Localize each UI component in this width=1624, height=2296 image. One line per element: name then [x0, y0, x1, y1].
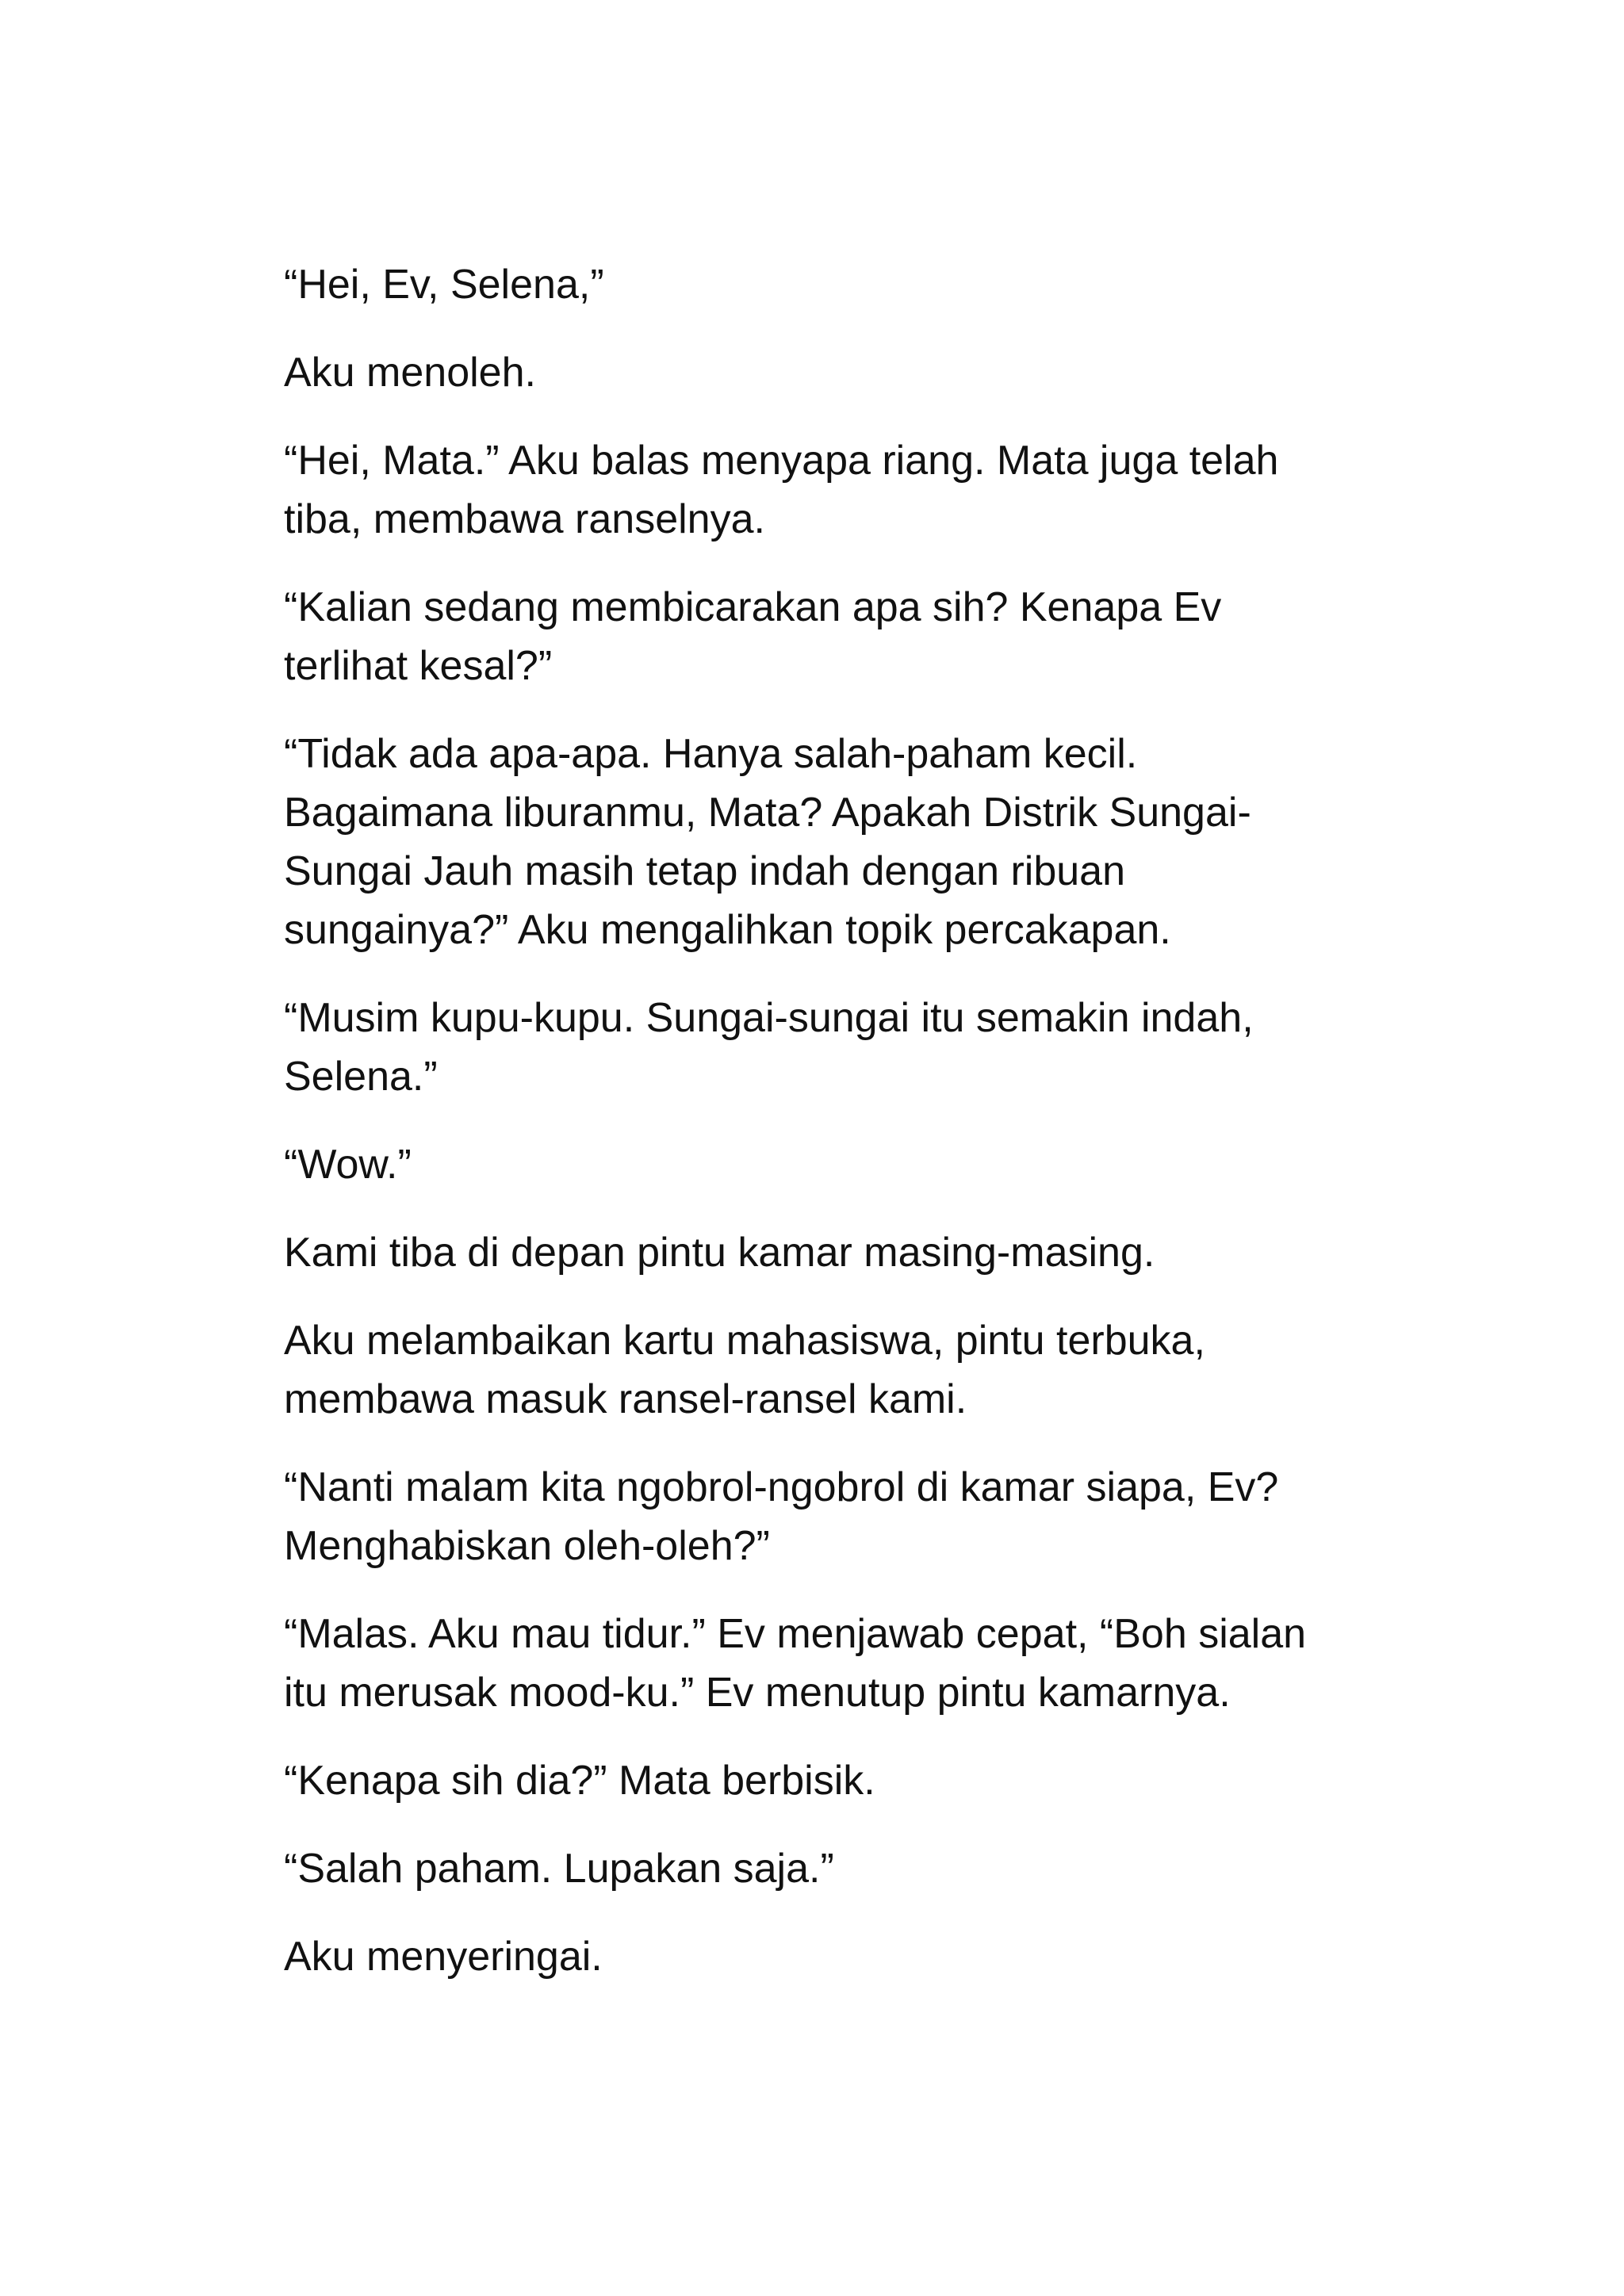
- paragraph: “Malas. Aku mau tidur.” Ev menjawab cepat, “Boh sialan itu merusak mood-ku.” Ev menutup pintu kamarnya.: [284, 1611, 1307, 1716]
- paragraph: Aku menyeringai.: [284, 1934, 603, 1980]
- paragraph: “Wow.”: [284, 1142, 412, 1188]
- paragraph: “Tidak ada apa-apa. Hanya salah-paham kecil. Bagaimana liburanmu, Mata? Apakah Distrik Sungai- Sungai Jauh masih tetap indah dengan ribuan sungainya?” Aku mengalihkan topik percakapan.: [284, 731, 1251, 953]
- paragraph: Aku menoleh.: [284, 350, 536, 396]
- document-body: [284, 255, 1362, 2015]
- paragraph: “Salah paham. Lupakan saja.”: [284, 1846, 834, 1892]
- paragraph: “Hei, Ev, Selena,”: [284, 262, 604, 308]
- paragraph: Kami tiba di depan pintu kamar masing-masing.: [284, 1230, 1155, 1276]
- paragraph: “Nanti malam kita ngobrol-ngobrol di kamar siapa, Ev? Menghabiskan oleh-oleh?”: [284, 1464, 1279, 1569]
- paragraph: “Kenapa sih dia?” Mata berbisik.: [284, 1758, 875, 1804]
- paragraph: “Musim kupu-kupu. Sungai-sungai itu semakin indah, Selena.”: [284, 995, 1254, 1100]
- paragraph: Aku melambaikan kartu mahasiswa, pintu terbuka, membawa masuk ransel-ransel kami.: [284, 1318, 1205, 1422]
- paragraph: “Hei, Mata.” Aku balas menyapa riang. Mata juga telah tiba, membawa ranselnya.: [284, 438, 1279, 542]
- paragraph: “Kalian sedang membicarakan apa sih? Kenapa Ev terlihat kesal?”: [284, 584, 1222, 689]
